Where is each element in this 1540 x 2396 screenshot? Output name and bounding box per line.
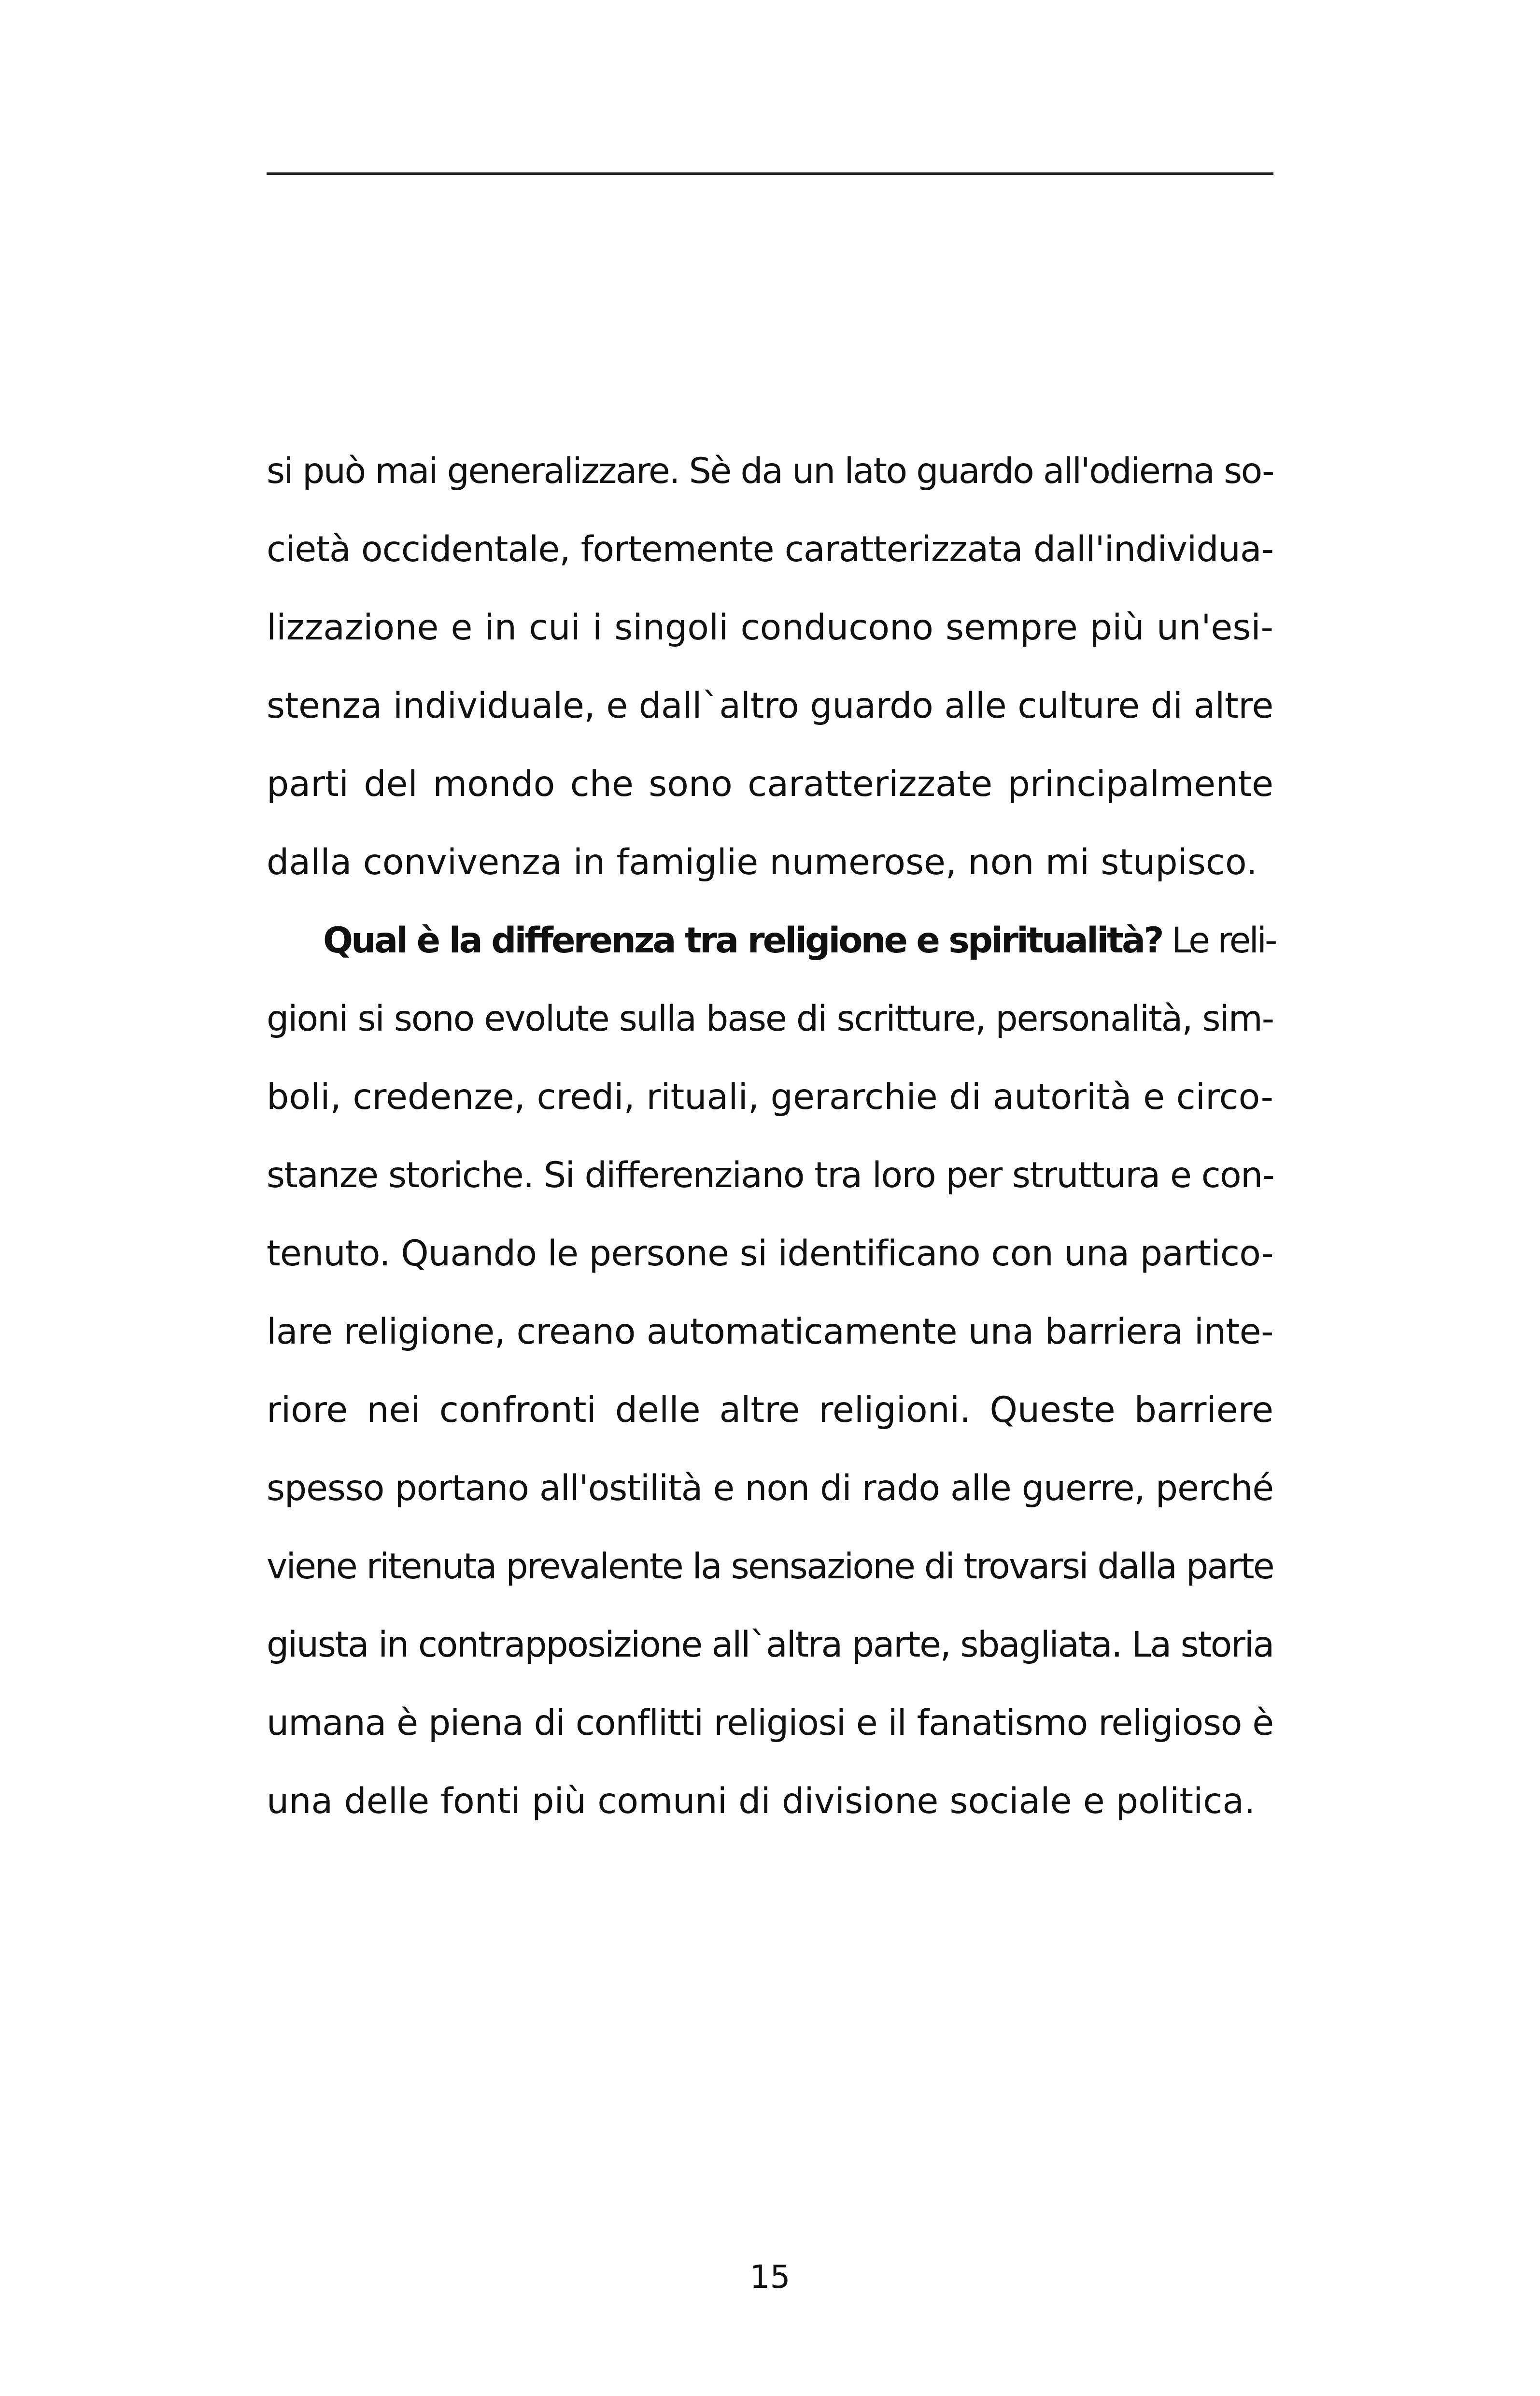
paragraph-2-line: lare religione, creano automaticamente una barriera inte- (267, 1311, 1273, 1352)
paragraph-1-line: parti del mondo che sono caratterizzate principalmente (267, 764, 1273, 805)
paragraph-2-heading: Qual è la differenza tra religione e spiritualità? (323, 920, 1162, 961)
paragraph-2-line: gioni si sono evolute sulla base di scritture, personalità, sim- (267, 998, 1273, 1039)
paragraph-2-line: boli, credenze, credi, rituali, gerarchie di autorità e circo- (267, 1077, 1273, 1118)
paragraph-2-line: spesso portano all'ostilità e non di rado alle guerre, perché (267, 1468, 1273, 1509)
paragraph-1-line: si può mai generalizzare. Sè da un lato guardo all'odierna so- (267, 451, 1273, 492)
page-number: 15 (749, 2258, 791, 2296)
paragraph-1-line: dalla convivenza in famiglie numerose, non mi stupisco. (267, 842, 1257, 883)
paragraph-2-line: una delle fonti più comuni di divisione sociale e politica. (267, 1781, 1256, 1822)
paragraph-1-line: stenza individuale, e dall`altro guardo alle culture di altre (267, 685, 1273, 726)
paragraph-1-line: cietà occidentale, fortemente caratterizzata dall'individua- (267, 529, 1273, 570)
paragraph-2 (267, 902, 1276, 1841)
paragraph-2-line: tenuto. Quando le persone si identificano con una partico- (267, 1233, 1273, 1274)
body-text (267, 432, 1276, 1841)
paragraph-2-line: stanze storiche. Si differenziano tra loro per struttura e con- (267, 1155, 1274, 1196)
paragraph-2-first-line (267, 902, 1276, 980)
paragraph-2-line: umana è piena di conflitti religiosi e il fanatismo religioso è (267, 1702, 1273, 1744)
paragraph-2-line: giusta in contrapposizione all`altra parte, sbagliata. La storia (267, 1624, 1273, 1665)
paragraph-1-line: lizzazione e in cui i singoli conducono sempre più un'esi- (267, 607, 1273, 648)
paragraph-2-line: viene ritenuta prevalente la sensazione di trovarsi dalla parte (267, 1546, 1273, 1587)
paragraph-2-line: riore nei confronti delle altre religioni. Queste barriere (267, 1389, 1273, 1431)
paragraph-1 (267, 432, 1273, 902)
paragraph-2-first-line-rest: Le reli- (1162, 920, 1276, 961)
header-rule (267, 172, 1273, 175)
